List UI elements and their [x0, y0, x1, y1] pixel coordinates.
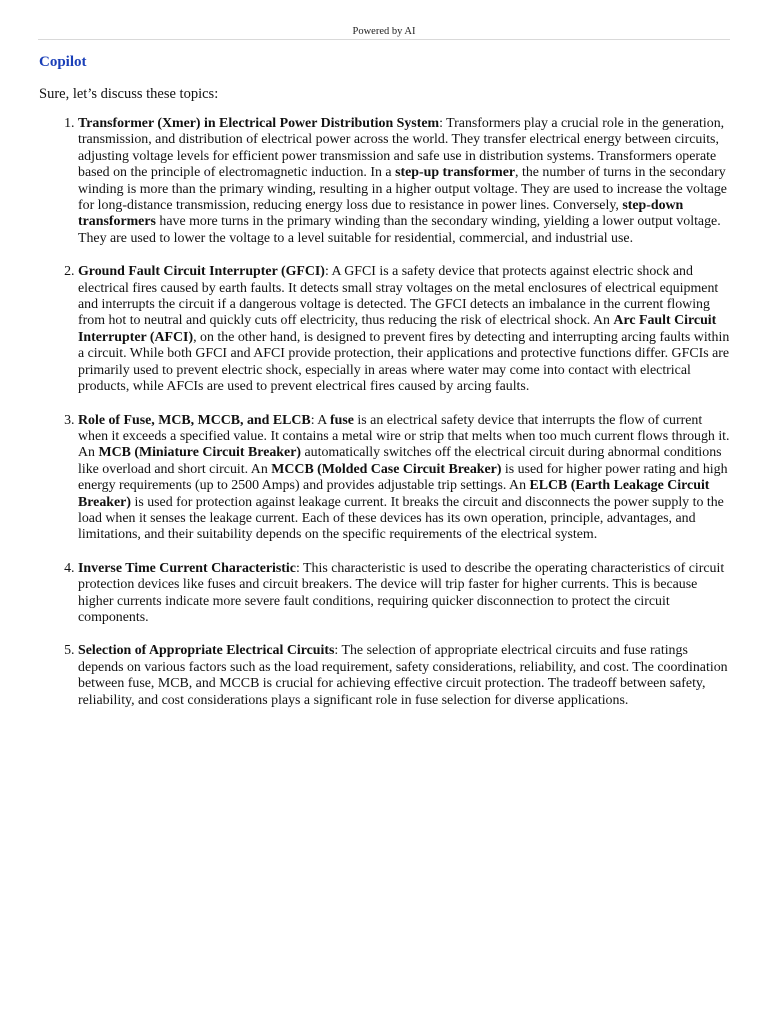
topic-term: MCB (Miniature Circuit Breaker) [98, 445, 301, 461]
topic-item-gfci [78, 264, 732, 395]
topic-title: Inverse Time Current Characteristic [78, 560, 296, 576]
topic-text: is an electrical safety device that interrupts the flow of current when it exceeds a specified value. It contains a metal wire or strip that melts when too much current flows through it. An [78, 412, 730, 461]
copilot-brand-title: Copilot [39, 54, 87, 70]
topic-text: : Transformers play a crucial role in the generation, transmission, and distribution of electrical power across the world. They transfer electrical energy between circuits, adjusting voltage levels for efficient power transmission and safe use in distribution systems. Transformers operate based on the principle of electromagnetic induction. In a [78, 116, 725, 181]
topic-text: , the number of turns in the secondary winding is more than the primary winding, resulting in a higher output voltage. They are used to increase the voltage for long-distance transmission, reducing energy loss due to resistance in power lines. Conversely, [78, 165, 727, 214]
topic-text: : The selection of appropriate electrical circuits and fuse ratings depends on various factors such as the load requirement, safety considerations, reliability, and cost. The coordination between fuse, MCB, and MCCB is crucial for achieving effective circuit protection. The tradeoff between safety, reliability, and cost considerations plays a significant role in fuse selection for diverse applications. [78, 643, 728, 708]
topic-term: step-up transformer [395, 165, 516, 181]
topic-title: Ground Fault Circuit Interrupter (GFCI) [78, 264, 325, 280]
topic-term: fuse [330, 412, 354, 428]
topic-text: is used for higher power rating and high energy requirements (up to 2500 Amps) and provides adjustable trip settings. An [78, 461, 728, 494]
topic-text: have more turns in the primary winding than the secondary winding, yielding a lower output voltage. They are used to lower the voltage to a level suitable for residential, commercial, and industrial use. [78, 214, 721, 246]
topic-item-inverse-time [78, 561, 732, 627]
intro-text: Sure, let’s discuss these topics: [39, 86, 219, 102]
topic-term: step-down transformers [78, 198, 684, 230]
powered-by-label: Powered by AI [352, 26, 416, 37]
topic-text: automatically switches off the electrical circuit during abnormal conditions like overload and short circuit. An [78, 445, 722, 477]
topic-item-fuse-mcb [78, 413, 732, 544]
topic-item-transformer [78, 116, 732, 247]
topic-title: Selection of Appropriate Electrical Circuits [78, 643, 335, 659]
topic-text: : A [310, 412, 330, 428]
topic-text: : This characteristic is used to describe the operating characteristics of circuit protection devices like fuses and circuit breakers. The device will trip faster for higher currents. This is because higher currents indicate more severe fault conditions, requiring quicker disconnection to protect the circuit components. [78, 560, 725, 625]
topic-text: , on the other hand, is designed to prevent fires by detecting and interrupting arcing faults within a circuit. While both GFCI and AFCI provide protection, their applications and protective functions differ. GFCIs are primarily used to prevent electric shock, especially in areas where water may come into contact with electrical products, while AFCIs are used to prevent electrical fires caused by arcing faults. [78, 329, 730, 395]
topic-title: Transformer (Xmer) in Electrical Power Distribution System [78, 116, 440, 131]
topic-title: Role of Fuse, MCB, MCCB, and ELCB [78, 412, 311, 428]
topic-item-selection [78, 643, 732, 709]
topic-term: Arc Fault Circuit Interrupter (AFCI) [78, 313, 717, 345]
page-header [38, 24, 730, 40]
topic-text: : A GFCI is a safety device that protects against electric shock and electrical fires caused by earth faults. It detects small stray voltages on the metal enclosures of electrical equipment and interrupts the circuit if a dangerous voltage is detected. The GFCI detects an imbalance in the current flowing from hot to neutral and quickly cuts off electricity, thus reducing the risk of electrical shock. An [78, 264, 719, 329]
topic-term: ELCB (Earth Leakage Circuit Breaker) [78, 478, 710, 510]
topics-list [39, 116, 732, 726]
topic-term: MCCB (Molded Case Circuit Breaker) [271, 461, 502, 477]
topic-text: is used for protection against leakage current. It breaks the circuit and disconnects the power supply to the load when it senses the leakage current. Each of these devices has its own operation, principle, advantages, and limitations, and their suitability depends on the specific requirements of the electrical system. [78, 494, 724, 543]
